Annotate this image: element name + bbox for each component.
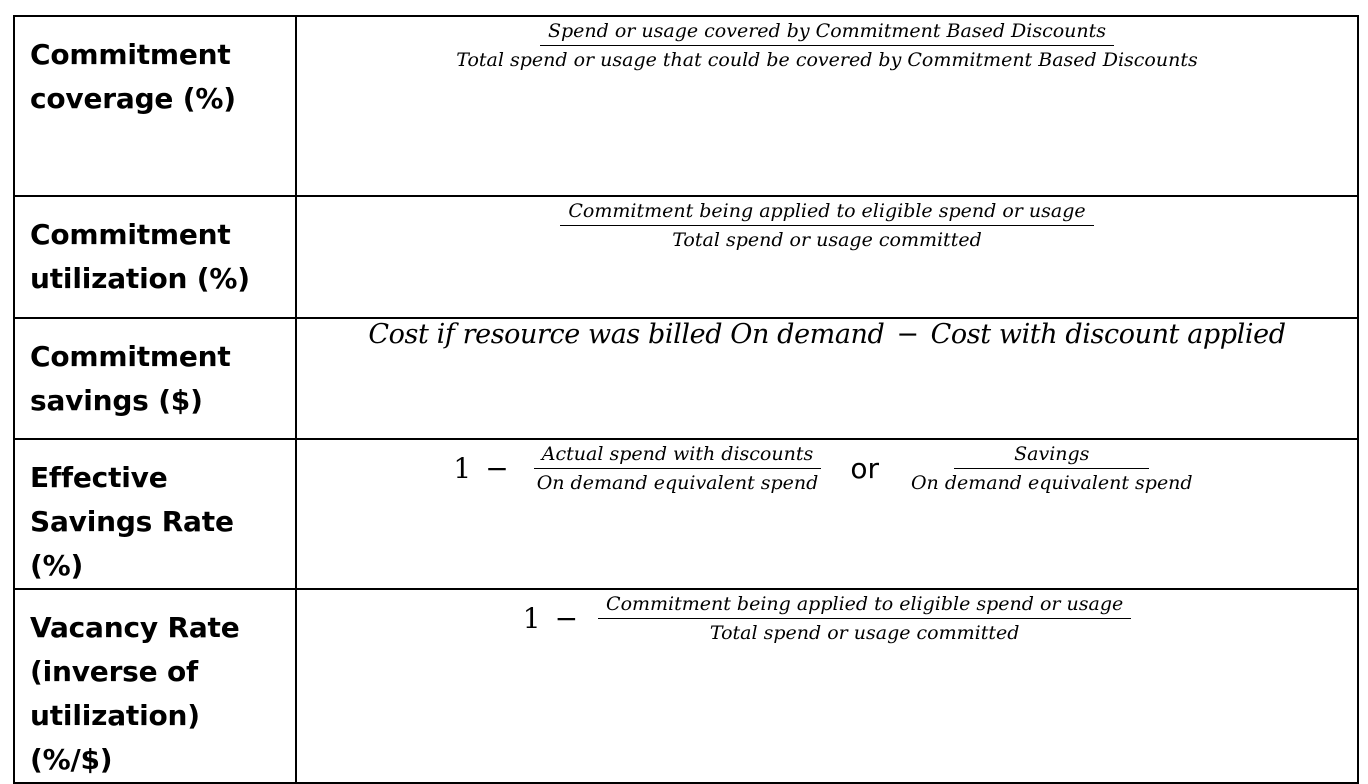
effective-savings-rate-formula [453, 440, 1200, 497]
table-row [14, 439, 1358, 589]
vacancy-rate-formula [523, 590, 1132, 647]
utilization-fraction [560, 197, 1093, 254]
table-row [14, 196, 1358, 318]
table-row [14, 318, 1358, 439]
savings-term-discount: Cost with discount applied [930, 319, 1286, 350]
one-constant: 1 [453, 452, 472, 485]
coverage-denominator: Total spend or usage that could be covered by Commitment Based Discounts [456, 49, 1198, 71]
one-constant: 1 [522, 602, 541, 635]
formula-cell [296, 16, 1358, 196]
vacancy-fraction [598, 590, 1131, 647]
savings-expression [297, 319, 1357, 350]
metric-name-cell [14, 196, 296, 318]
or-separator: or [850, 452, 879, 485]
minus-operator: − [896, 319, 919, 350]
formula-cell [296, 318, 1358, 439]
metric-label-effective-savings-rate: Effective Savings Rate (%) [30, 461, 234, 582]
metric-name-cell [14, 439, 296, 589]
table-row [14, 16, 1358, 196]
metric-label-vacancy-rate: Vacancy Rate (inverse of utilization) (%/$) [30, 611, 240, 776]
table-row [14, 589, 1358, 783]
formula-cell [296, 196, 1358, 318]
esr-fraction-b-numerator: Savings [954, 440, 1149, 469]
utilization-numerator: Commitment being applied to eligible spend or usage [560, 197, 1093, 226]
coverage-fraction [448, 17, 1205, 74]
coverage-numerator: Spend or usage covered by Commitment Based Discounts [540, 17, 1114, 46]
formula-cell [296, 589, 1358, 783]
esr-fraction-a-denominator: On demand equivalent spend [536, 472, 819, 494]
metric-name-cell [14, 16, 296, 196]
commitment-metrics-table [13, 15, 1359, 784]
minus-operator: − [485, 452, 509, 485]
esr-fraction-a-numerator: Actual spend with discounts [534, 440, 821, 469]
minus-operator: − [554, 602, 579, 635]
esr-fraction-b [903, 440, 1201, 497]
formula-cell [296, 439, 1358, 589]
esr-fraction-b-denominator: On demand equivalent spend [910, 472, 1193, 494]
esr-fraction-a [529, 440, 827, 497]
metric-label-savings: Commitment savings ($) [30, 340, 231, 417]
vacancy-numerator: Commitment being applied to eligible spend or usage [598, 590, 1131, 619]
metric-name-cell [14, 318, 296, 439]
metric-name-cell [14, 589, 296, 783]
vacancy-denominator: Total spend or usage committed [709, 622, 1020, 644]
savings-term-on-demand: Cost if resource was billed On demand [368, 319, 885, 350]
metric-label-coverage: Commitment coverage (%) [30, 38, 236, 115]
metric-label-utilization: Commitment utilization (%) [30, 218, 250, 295]
utilization-denominator: Total spend or usage committed [672, 229, 982, 251]
